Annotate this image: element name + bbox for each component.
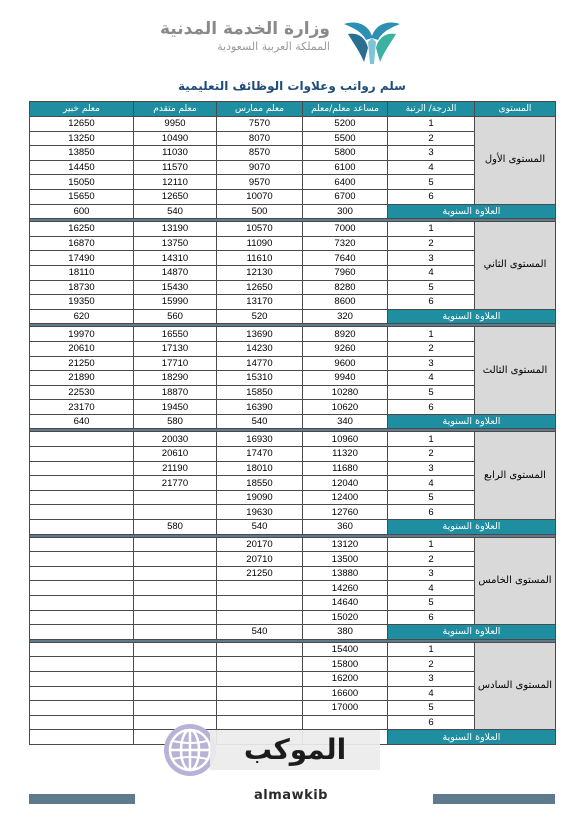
salary-cell bbox=[30, 671, 134, 686]
grade-cell: 3 bbox=[388, 566, 475, 581]
salary-cell: 11090 bbox=[217, 236, 303, 251]
salary-cell: 16390 bbox=[217, 400, 303, 415]
salary-cell: 11320 bbox=[303, 447, 388, 462]
salary-cell bbox=[30, 686, 134, 701]
salary-cell: 17000 bbox=[303, 701, 388, 716]
salary-cell bbox=[30, 642, 134, 657]
salary-cell: 15050 bbox=[30, 175, 134, 190]
grade-cell: 2 bbox=[388, 552, 475, 567]
annual-increment-cell: 540 bbox=[134, 204, 217, 219]
salary-cell: 19630 bbox=[217, 505, 303, 520]
salary-cell: 17710 bbox=[134, 356, 217, 371]
salary-cell bbox=[30, 505, 134, 520]
salary-cell: 15020 bbox=[303, 610, 388, 625]
salary-cell: 14450 bbox=[30, 160, 134, 175]
grade-cell: 1 bbox=[388, 117, 475, 132]
column-header: معلم خبير bbox=[30, 102, 134, 117]
salary-cell: 16930 bbox=[217, 432, 303, 447]
salary-cell bbox=[134, 671, 217, 686]
salary-cell bbox=[217, 657, 303, 672]
salary-cell bbox=[217, 610, 303, 625]
salary-cell bbox=[30, 715, 134, 730]
salary-cell: 13690 bbox=[217, 327, 303, 342]
column-header: المستوى bbox=[475, 102, 556, 117]
watermark bbox=[160, 720, 420, 780]
annual-increment-label: العلاوة السنوية bbox=[388, 204, 556, 219]
column-header: معلم متقدم bbox=[134, 102, 217, 117]
salary-cell: 22530 bbox=[30, 385, 134, 400]
grade-cell: 2 bbox=[388, 236, 475, 251]
grade-cell: 4 bbox=[388, 160, 475, 175]
salary-cell: 18870 bbox=[134, 385, 217, 400]
annual-increment-cell: 540 bbox=[217, 625, 303, 640]
site-name: almawkib bbox=[254, 788, 328, 803]
salary-cell: 13120 bbox=[303, 537, 388, 552]
annual-increment-cell: 580 bbox=[134, 414, 217, 429]
salary-cell bbox=[134, 657, 217, 672]
grade-cell: 3 bbox=[388, 356, 475, 371]
salary-cell: 7640 bbox=[303, 251, 388, 266]
salary-cell bbox=[134, 596, 217, 611]
level-name-cell: المستوى الأول bbox=[475, 117, 556, 205]
salary-cell: 6400 bbox=[303, 175, 388, 190]
salary-cell: 15800 bbox=[303, 657, 388, 672]
grade-cell: 2 bbox=[388, 131, 475, 146]
grade-cell: 6 bbox=[388, 295, 475, 310]
ministry-logo bbox=[159, 18, 410, 68]
grade-cell: 1 bbox=[388, 642, 475, 657]
annual-increment-cell: 360 bbox=[303, 520, 388, 535]
salary-cell: 18010 bbox=[217, 461, 303, 476]
grade-cell: 3 bbox=[388, 146, 475, 161]
salary-cell: 8070 bbox=[217, 131, 303, 146]
salary-cell: 13190 bbox=[134, 222, 217, 237]
salary-cell bbox=[217, 686, 303, 701]
annual-increment-cell bbox=[30, 520, 134, 535]
salary-cell: 16600 bbox=[303, 686, 388, 701]
salary-cell: 12400 bbox=[303, 490, 388, 505]
table-row bbox=[30, 537, 556, 552]
grade-cell: 5 bbox=[388, 490, 475, 505]
annual-increment-cell: 320 bbox=[303, 309, 388, 324]
salary-cell: 15990 bbox=[134, 295, 217, 310]
salary-cell bbox=[30, 701, 134, 716]
salary-cell bbox=[30, 461, 134, 476]
grade-cell: 5 bbox=[388, 596, 475, 611]
annual-increment-cell: 640 bbox=[30, 414, 134, 429]
annual-increment-cell: 600 bbox=[30, 204, 134, 219]
salary-cell bbox=[217, 701, 303, 716]
grade-cell: 6 bbox=[388, 505, 475, 520]
salary-cell bbox=[30, 537, 134, 552]
annual-increment-label: العلاوة السنوية bbox=[388, 625, 556, 640]
annual-increment-cell: 540 bbox=[217, 414, 303, 429]
salary-cell: 13880 bbox=[303, 566, 388, 581]
salary-cell bbox=[134, 610, 217, 625]
salary-cell: 12650 bbox=[217, 280, 303, 295]
salary-cell: 5500 bbox=[303, 131, 388, 146]
salary-cell: 17490 bbox=[30, 251, 134, 266]
salary-cell: 15650 bbox=[30, 189, 134, 204]
salary-cell: 14230 bbox=[217, 341, 303, 356]
grade-cell: 4 bbox=[388, 686, 475, 701]
grade-cell: 1 bbox=[388, 537, 475, 552]
salary-cell: 15400 bbox=[303, 642, 388, 657]
annual-increment-row bbox=[30, 625, 556, 640]
ministry-emblem-icon bbox=[338, 18, 406, 68]
grade-cell: 1 bbox=[388, 327, 475, 342]
level-name-cell: المستوى الثاني bbox=[475, 222, 556, 310]
ministry-logo-text bbox=[159, 18, 330, 54]
salary-cell bbox=[134, 701, 217, 716]
salary-cell: 23170 bbox=[30, 400, 134, 415]
annual-increment-cell: 500 bbox=[217, 204, 303, 219]
annual-increment-cell bbox=[134, 625, 217, 640]
annual-increment-label: العلاوة السنوية bbox=[388, 414, 556, 429]
table-row bbox=[30, 327, 556, 342]
salary-cell bbox=[134, 490, 217, 505]
salary-cell: 7320 bbox=[303, 236, 388, 251]
salary-cell: 16200 bbox=[303, 671, 388, 686]
salary-cell: 18290 bbox=[134, 371, 217, 386]
salary-cell: 12130 bbox=[217, 265, 303, 280]
grade-cell: 3 bbox=[388, 671, 475, 686]
salary-cell bbox=[134, 552, 217, 567]
annual-increment-label: العلاوة السنوية bbox=[388, 309, 556, 324]
grade-cell: 4 bbox=[388, 265, 475, 280]
salary-cell: 21250 bbox=[30, 356, 134, 371]
salary-cell: 7570 bbox=[217, 117, 303, 132]
salary-cell: 14640 bbox=[303, 596, 388, 611]
grade-cell: 4 bbox=[388, 581, 475, 596]
salary-cell: 6100 bbox=[303, 160, 388, 175]
salary-cell: 19350 bbox=[30, 295, 134, 310]
column-header: الدرجة/ الرتبة bbox=[388, 102, 475, 117]
salary-cell bbox=[30, 610, 134, 625]
grade-cell: 6 bbox=[388, 400, 475, 415]
salary-cell bbox=[134, 566, 217, 581]
annual-increment-cell bbox=[30, 625, 134, 640]
grade-cell: 6 bbox=[388, 715, 475, 730]
annual-increment-label: العلاوة السنوية bbox=[388, 730, 556, 745]
salary-cell: 14770 bbox=[217, 356, 303, 371]
salary-cell: 10620 bbox=[303, 400, 388, 415]
annual-increment-row bbox=[30, 204, 556, 219]
salary-cell bbox=[30, 490, 134, 505]
salary-cell: 5800 bbox=[303, 146, 388, 161]
salary-cell bbox=[134, 642, 217, 657]
salary-cell: 8920 bbox=[303, 327, 388, 342]
salary-cell: 11030 bbox=[134, 146, 217, 161]
salary-cell bbox=[134, 537, 217, 552]
column-header: مساعد معلم/معلم bbox=[303, 102, 388, 117]
salary-cell bbox=[217, 671, 303, 686]
salary-cell: 10070 bbox=[217, 189, 303, 204]
salary-cell bbox=[217, 596, 303, 611]
annual-increment-cell: 300 bbox=[303, 204, 388, 219]
salary-cell bbox=[134, 686, 217, 701]
salary-cell: 10280 bbox=[303, 385, 388, 400]
grade-cell: 6 bbox=[388, 189, 475, 204]
salary-cell bbox=[30, 552, 134, 567]
annual-increment-cell: 560 bbox=[134, 309, 217, 324]
salary-cell: 12110 bbox=[134, 175, 217, 190]
salary-cell: 10570 bbox=[217, 222, 303, 237]
grade-cell: 2 bbox=[388, 657, 475, 672]
annual-increment-row bbox=[30, 520, 556, 535]
salary-cell: 19450 bbox=[134, 400, 217, 415]
salary-cell bbox=[30, 581, 134, 596]
annual-increment-cell: 340 bbox=[303, 414, 388, 429]
salary-cell bbox=[30, 476, 134, 491]
salary-cell: 14260 bbox=[303, 581, 388, 596]
salary-cell: 14310 bbox=[134, 251, 217, 266]
salary-cell: 11680 bbox=[303, 461, 388, 476]
table-row bbox=[30, 117, 556, 132]
salary-cell: 19090 bbox=[217, 490, 303, 505]
salary-cell: 12650 bbox=[134, 189, 217, 204]
salary-cell: 14870 bbox=[134, 265, 217, 280]
table-header-row bbox=[30, 102, 556, 117]
grade-cell: 1 bbox=[388, 222, 475, 237]
salary-cell: 15430 bbox=[134, 280, 217, 295]
salary-cell: 18550 bbox=[217, 476, 303, 491]
salary-cell: 11610 bbox=[217, 251, 303, 266]
salary-cell: 12040 bbox=[303, 476, 388, 491]
annual-increment-cell bbox=[30, 730, 134, 745]
salary-cell: 9260 bbox=[303, 341, 388, 356]
salary-cell: 16550 bbox=[134, 327, 217, 342]
salary-cell: 11570 bbox=[134, 160, 217, 175]
column-header: معلم ممارس bbox=[217, 102, 303, 117]
grade-cell: 2 bbox=[388, 341, 475, 356]
grade-cell: 1 bbox=[388, 432, 475, 447]
salary-cell: 13250 bbox=[30, 131, 134, 146]
annual-increment-row bbox=[30, 414, 556, 429]
salary-cell bbox=[30, 566, 134, 581]
salary-cell: 16870 bbox=[30, 236, 134, 251]
salary-cell: 12760 bbox=[303, 505, 388, 520]
salary-cell: 20170 bbox=[217, 537, 303, 552]
grade-cell: 3 bbox=[388, 251, 475, 266]
salary-cell: 10490 bbox=[134, 131, 217, 146]
annual-increment-cell: 520 bbox=[217, 309, 303, 324]
salary-cell: 20710 bbox=[217, 552, 303, 567]
annual-increment-cell: 620 bbox=[30, 309, 134, 324]
salary-cell: 9070 bbox=[217, 160, 303, 175]
annual-increment-cell: 580 bbox=[134, 520, 217, 535]
annual-increment-cell: 540 bbox=[217, 520, 303, 535]
salary-table bbox=[29, 101, 556, 745]
salary-cell bbox=[30, 447, 134, 462]
salary-cell: 9940 bbox=[303, 371, 388, 386]
level-name-cell: المستوى الرابع bbox=[475, 432, 556, 520]
salary-cell bbox=[134, 505, 217, 520]
country-name: المملكة العربية السعودية bbox=[217, 40, 330, 53]
grade-cell: 5 bbox=[388, 175, 475, 190]
salary-cell: 21770 bbox=[134, 476, 217, 491]
table-row bbox=[30, 432, 556, 447]
salary-cell: 15310 bbox=[217, 371, 303, 386]
salary-cell: 20610 bbox=[30, 341, 134, 356]
salary-cell: 5200 bbox=[303, 117, 388, 132]
salary-cell: 9600 bbox=[303, 356, 388, 371]
level-name-cell: المستوى السادس bbox=[475, 642, 556, 730]
salary-cell: 16250 bbox=[30, 222, 134, 237]
salary-cell: 21890 bbox=[30, 371, 134, 386]
salary-cell: 19970 bbox=[30, 327, 134, 342]
salary-cell: 8570 bbox=[217, 146, 303, 161]
salary-cell: 7960 bbox=[303, 265, 388, 280]
salary-cell: 9570 bbox=[217, 175, 303, 190]
salary-cell bbox=[30, 657, 134, 672]
salary-cell bbox=[134, 581, 217, 596]
salary-cell: 8280 bbox=[303, 280, 388, 295]
salary-cell: 8600 bbox=[303, 295, 388, 310]
salary-cell: 21250 bbox=[217, 566, 303, 581]
watermark-text: الموكب bbox=[243, 733, 347, 766]
grade-cell: 4 bbox=[388, 371, 475, 386]
grade-cell: 5 bbox=[388, 280, 475, 295]
level-name-cell: المستوى الثالث bbox=[475, 327, 556, 415]
salary-cell: 15850 bbox=[217, 385, 303, 400]
annual-increment-label: العلاوة السنوية bbox=[388, 520, 556, 535]
annual-increment-cell: 380 bbox=[303, 625, 388, 640]
grade-cell: 2 bbox=[388, 447, 475, 462]
salary-cell bbox=[217, 642, 303, 657]
salary-cell: 17130 bbox=[134, 341, 217, 356]
grade-cell: 6 bbox=[388, 610, 475, 625]
salary-cell: 9950 bbox=[134, 117, 217, 132]
salary-cell: 10960 bbox=[303, 432, 388, 447]
document-title: سلم رواتب وعلاوات الوظائف التعليمية bbox=[178, 79, 406, 93]
salary-cell: 20610 bbox=[134, 447, 217, 462]
salary-cell: 6700 bbox=[303, 189, 388, 204]
ministry-name: وزارة الخدمة المدنية bbox=[159, 19, 330, 39]
grade-cell: 5 bbox=[388, 385, 475, 400]
salary-cell: 13850 bbox=[30, 146, 134, 161]
table-row bbox=[30, 642, 556, 657]
salary-cell: 13170 bbox=[217, 295, 303, 310]
level-name-cell: المستوى الخامس bbox=[475, 537, 556, 625]
salary-cell: 18730 bbox=[30, 280, 134, 295]
grade-cell: 5 bbox=[388, 701, 475, 716]
salary-cell: 12650 bbox=[30, 117, 134, 132]
salary-cell bbox=[30, 432, 134, 447]
table-row bbox=[30, 222, 556, 237]
salary-cell: 20030 bbox=[134, 432, 217, 447]
grade-cell: 4 bbox=[388, 476, 475, 491]
grade-cell: 3 bbox=[388, 461, 475, 476]
salary-cell: 18110 bbox=[30, 265, 134, 280]
salary-cell bbox=[217, 581, 303, 596]
salary-cell: 21190 bbox=[134, 461, 217, 476]
annual-increment-row bbox=[30, 309, 556, 324]
salary-cell bbox=[30, 596, 134, 611]
salary-cell: 7000 bbox=[303, 222, 388, 237]
salary-cell: 13750 bbox=[134, 236, 217, 251]
salary-cell: 13500 bbox=[303, 552, 388, 567]
salary-cell: 17470 bbox=[217, 447, 303, 462]
